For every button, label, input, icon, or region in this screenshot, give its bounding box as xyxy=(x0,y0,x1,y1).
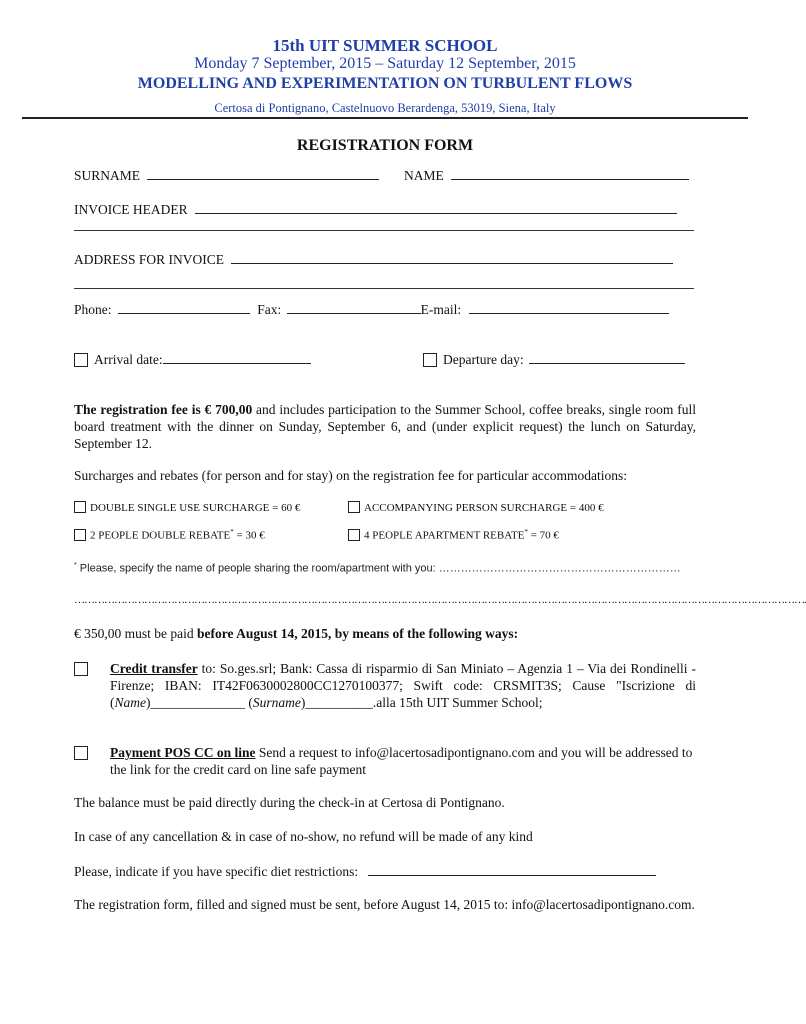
diet-field[interactable] xyxy=(368,862,656,876)
name-row xyxy=(404,166,689,184)
credit-transfer-paragraph xyxy=(110,660,696,711)
diet-label: Please, indicate if you have specific diet restrictions: xyxy=(74,864,359,879)
surname-label: SURNAME xyxy=(74,168,141,183)
diet-row xyxy=(74,862,656,880)
fee-paragraph xyxy=(74,401,696,452)
option-four-people xyxy=(348,528,559,542)
accompanying-label: ACCOMPANYING PERSON SURCHARGE = 400 € xyxy=(364,502,604,514)
four-people-value: = 70 € xyxy=(527,529,559,542)
header-divider xyxy=(22,117,748,119)
address-row xyxy=(74,250,673,268)
note-star: * xyxy=(74,562,77,569)
pos-checkbox[interactable] xyxy=(74,746,88,760)
double-single-checkbox[interactable] xyxy=(74,501,86,513)
credit-transfer-surname: Surname xyxy=(252,695,301,710)
two-people-checkbox[interactable] xyxy=(74,529,86,541)
pos-paragraph xyxy=(110,744,700,778)
option-two-people xyxy=(74,528,265,542)
event-subtitle: MODELLING AND EXPERIMENTATION ON TURBULENT FLOWS xyxy=(137,75,633,92)
form-title: REGISTRATION FORM xyxy=(296,137,474,154)
fee-amount: The registration fee is € 700,00 xyxy=(74,402,253,417)
four-people-label: 4 PEOPLE APARTMENT REBATE xyxy=(364,529,525,542)
contact-row xyxy=(74,300,669,318)
event-venue: Certosa di Pontignano, Castelnuovo Berardenga, 53019, Siena, Italy xyxy=(214,101,556,115)
send-instructions: The registration form, filled and signed must be sent, before August 14, 2015 to: info@lacertosadipontignano.com. xyxy=(74,897,695,912)
four-people-checkbox[interactable] xyxy=(348,529,360,541)
balance-note: The balance must be paid directly during the check-in at Certosa di Pontignano. xyxy=(74,795,505,810)
fee-description: and includes participation to the Summer School, coffee breaks, single room full board treatment with the dinner on Sunday, September 6, and (under explicit request) the lunch on Saturday, September 12. xyxy=(74,402,696,451)
note-text: Please, specify the name of people sharing the room/apartment with you: xyxy=(76,562,439,575)
arrival-label: Arrival date: xyxy=(94,352,163,367)
credit-transfer-mid: )______________ ( xyxy=(146,695,253,710)
note-dots[interactable]: ………………………………………………………… xyxy=(438,562,681,575)
invoice-header-field[interactable] xyxy=(195,200,677,214)
arrival-row xyxy=(74,350,311,368)
surcharges-intro: Surcharges and rebates (for person and for stay) on the registration fee for particular accommodations: xyxy=(74,468,628,483)
sharing-note xyxy=(74,562,681,575)
email-label: E-mail: xyxy=(420,302,462,317)
two-people-star: * xyxy=(230,528,234,536)
name-field[interactable] xyxy=(451,166,689,180)
option-double-single xyxy=(74,501,300,514)
accompanying-checkbox[interactable] xyxy=(348,501,360,513)
phone-field[interactable] xyxy=(118,300,250,314)
email-field[interactable] xyxy=(469,300,669,314)
credit-transfer-checkbox[interactable] xyxy=(74,662,88,676)
phone-label: Phone: xyxy=(74,302,112,317)
invoice-header-row xyxy=(74,200,677,218)
invoice-header-field-line2[interactable] xyxy=(74,230,694,231)
double-single-label: DOUBLE SINGLE USE SURCHARGE = 60 € xyxy=(90,502,301,514)
surname-row xyxy=(74,166,379,184)
address-field[interactable] xyxy=(231,250,673,264)
address-label: ADDRESS FOR INVOICE xyxy=(74,252,225,267)
credit-transfer-title: Credit transfer xyxy=(110,661,198,676)
payment-intro xyxy=(74,626,518,642)
document-title: 15th UIT SUMMER SCHOOL xyxy=(272,36,498,55)
fax-field[interactable] xyxy=(287,300,421,314)
pos-title: Payment POS CC on line xyxy=(110,745,256,760)
event-dates: Monday 7 September, 2015 – Saturday 12 September, 2015 xyxy=(194,55,576,72)
two-people-label: 2 PEOPLE DOUBLE REBATE xyxy=(90,529,231,542)
credit-transfer-end: )__________.alla 15th UIT Summer School; xyxy=(300,695,543,710)
arrival-field[interactable] xyxy=(163,350,311,364)
invoice-header-label: INVOICE HEADER xyxy=(74,202,188,217)
departure-checkbox[interactable] xyxy=(423,353,437,367)
credit-transfer-text: to: So.ges.srl; Bank: Cassa di risparmio di San Miniato – Agenzia 1 – Via dei Rondinelli - Firenze; IBAN: IT42F0630002800CC1270100377; Swift code: CRSMIT3S; Cause "Iscrizione di ( xyxy=(110,661,696,710)
pos-text: Send a request to info@lacertosadipontignano.com and you will be addressed to the link for the credit card on line safe payment xyxy=(110,745,693,777)
arrival-checkbox[interactable] xyxy=(74,353,88,367)
option-accompanying xyxy=(348,501,604,514)
fax-label: Fax: xyxy=(257,302,282,317)
name-label: NAME xyxy=(404,168,444,183)
cancellation-note: In case of any cancellation & in case of no-show, no refund will be made of any kind xyxy=(74,829,533,844)
address-field-line2[interactable] xyxy=(74,288,694,289)
departure-label: Departure day: xyxy=(443,352,524,367)
payment-intro-text: € 350,00 must be paid xyxy=(74,626,197,641)
two-people-value: = 30 € xyxy=(233,529,265,542)
credit-transfer-name: Name xyxy=(114,695,146,710)
surname-field[interactable] xyxy=(147,166,379,180)
payment-intro-bold: before August 14, 2015, by means of the following ways: xyxy=(197,626,519,641)
departure-row xyxy=(423,350,685,368)
sharing-note-line2[interactable]: …………………………………………………………………………………………………………………………………………………………………………………………………. xyxy=(74,594,806,606)
departure-field[interactable] xyxy=(529,350,685,364)
four-people-star: * xyxy=(524,528,528,536)
